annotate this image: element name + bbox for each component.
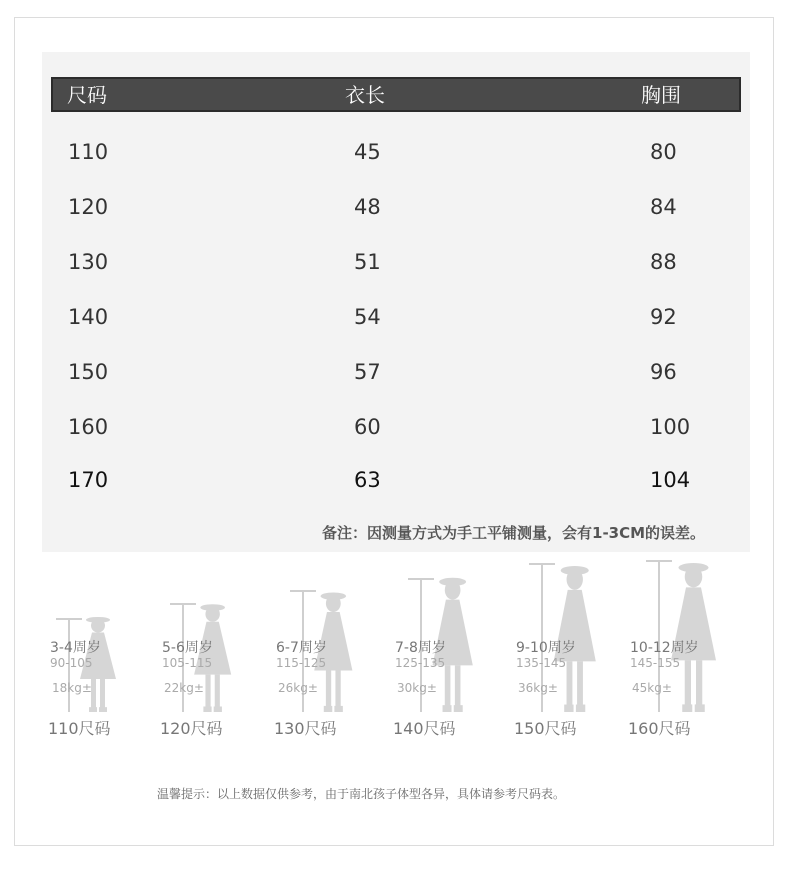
cell-chest: 80 bbox=[650, 140, 677, 164]
cell-length: 57 bbox=[354, 360, 381, 384]
cell-length: 54 bbox=[354, 305, 381, 329]
size-label: 120尺码 bbox=[160, 719, 223, 738]
header-length: 衣长 bbox=[345, 83, 385, 107]
cell-size: 170 bbox=[68, 468, 109, 492]
weight-label: 45kg± bbox=[632, 681, 672, 695]
cell-size: 160 bbox=[68, 415, 109, 439]
age-label: 7-8周岁 bbox=[395, 640, 446, 656]
cell-size: 120 bbox=[68, 195, 109, 219]
cell-size: 140 bbox=[68, 305, 109, 329]
cell-length: 48 bbox=[354, 195, 381, 219]
cell-size: 110 bbox=[68, 140, 109, 164]
age-label: 6-7周岁 bbox=[276, 640, 327, 656]
height-range-label: 135-145 bbox=[516, 656, 567, 670]
size-table-panel bbox=[42, 52, 750, 552]
cell-length: 51 bbox=[354, 250, 381, 274]
size-label: 150尺码 bbox=[514, 719, 577, 738]
height-range-label: 105-115 bbox=[162, 656, 213, 670]
cell-length: 63 bbox=[354, 468, 381, 492]
weight-label: 26kg± bbox=[278, 681, 318, 695]
height-range-label: 125-135 bbox=[395, 656, 446, 670]
height-range-label: 115-125 bbox=[276, 656, 327, 670]
size-label: 160尺码 bbox=[628, 719, 691, 738]
height-range-label: 90-105 bbox=[50, 656, 93, 670]
cell-length: 45 bbox=[354, 140, 381, 164]
header-chest: 胸围 bbox=[641, 83, 681, 107]
height-range-label: 145-155 bbox=[630, 656, 681, 670]
cell-chest: 84 bbox=[650, 195, 677, 219]
age-label: 9-10周岁 bbox=[516, 640, 576, 656]
size-label: 140尺码 bbox=[393, 719, 456, 738]
tip-text: 温馨提示：以上数据仅供参考，由于南北孩子体型各异，具体请参考尺码表。 bbox=[157, 787, 566, 801]
cell-chest: 92 bbox=[650, 305, 677, 329]
age-label: 5-6周岁 bbox=[162, 640, 213, 656]
weight-label: 30kg± bbox=[397, 681, 437, 695]
age-label: 10-12周岁 bbox=[630, 640, 699, 656]
size-label: 130尺码 bbox=[274, 719, 337, 738]
header-size: 尺码 bbox=[67, 83, 107, 107]
cell-chest: 88 bbox=[650, 250, 677, 274]
child-silhouette-icon bbox=[666, 560, 721, 712]
cell-chest: 104 bbox=[650, 468, 691, 492]
cell-length: 60 bbox=[354, 415, 381, 439]
cell-chest: 96 bbox=[650, 360, 677, 384]
table-header bbox=[51, 77, 741, 112]
weight-label: 36kg± bbox=[518, 681, 558, 695]
cell-size: 150 bbox=[68, 360, 109, 384]
measurement-note: 备注：因测量方式为手工平铺测量，会有1-3CM的误差。 bbox=[322, 524, 706, 542]
age-label: 3-4周岁 bbox=[50, 640, 101, 656]
cell-size: 130 bbox=[68, 250, 109, 274]
cell-chest: 100 bbox=[650, 415, 691, 439]
weight-label: 18kg± bbox=[52, 681, 92, 695]
size-label: 110尺码 bbox=[48, 719, 111, 738]
weight-label: 22kg± bbox=[164, 681, 204, 695]
